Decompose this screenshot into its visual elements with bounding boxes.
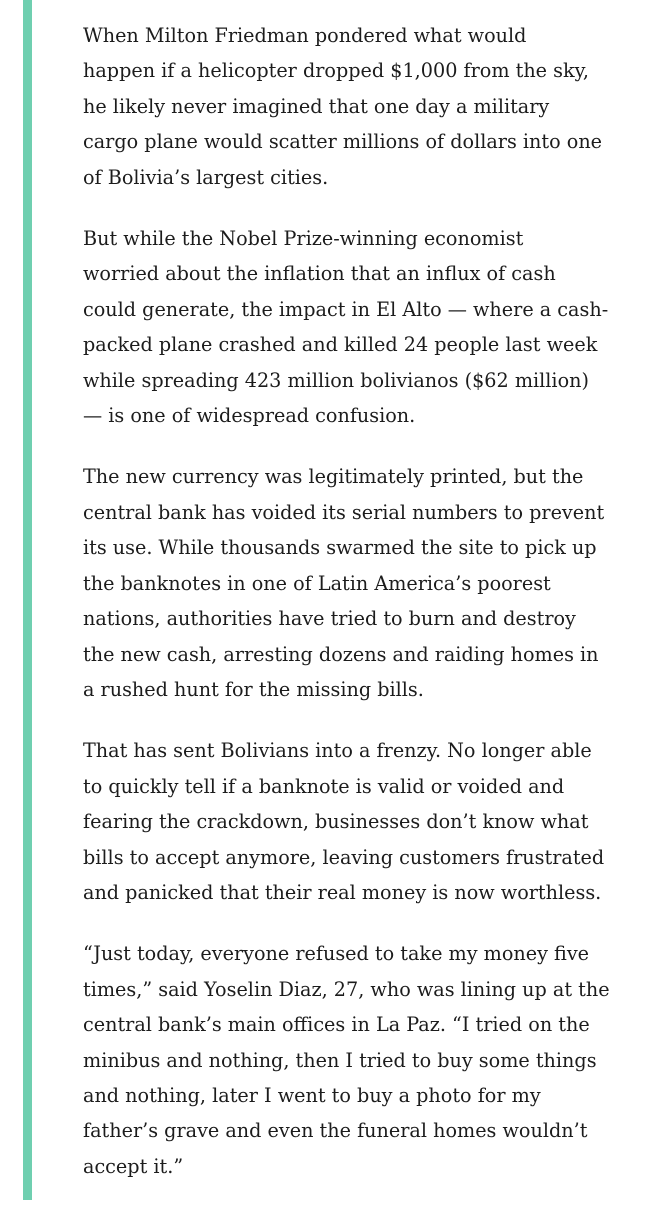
article-paragraph-3 — [83, 459, 628, 707]
paragraph-line: But while the Nobel Prize-winning economist — [83, 227, 524, 251]
paragraph-line: to quickly tell if a banknote is valid or voided and — [83, 774, 565, 798]
paragraph-line: he likely never imagined that one day a military — [83, 94, 550, 118]
paragraph-line: accept it.” — [83, 1154, 184, 1178]
paragraph-line: the new cash, arresting dozens and raiding homes in — [83, 642, 599, 666]
paragraph-line: — is one of widespread confusion. — [83, 404, 416, 428]
paragraph-line: fearing the crackdown, businesses don’t know what — [83, 810, 589, 834]
paragraph-line: packed plane crashed and killed 24 people last week — [83, 333, 598, 357]
paragraph-line: of Bolivia’s largest cities. — [83, 165, 329, 189]
article-paragraph-4 — [83, 733, 628, 910]
paragraph-line: central bank has voided its serial numbers to prevent — [83, 500, 605, 524]
quote-accent-bar — [23, 0, 32, 1200]
article-paragraph-5 — [83, 936, 628, 1184]
paragraph-line: times,” said Yoselin Diaz, 27, who was lining up at the — [83, 977, 610, 1001]
article-paragraph-2 — [83, 221, 628, 433]
paragraph-line: while spreading 423 million bolivianos ($62 million) — [83, 368, 589, 392]
article-paragraph-1 — [83, 18, 628, 195]
article-body — [83, 18, 628, 1210]
paragraph-line: and nothing, later I went to buy a photo for my — [83, 1083, 541, 1107]
paragraph-line: its use. While thousands swarmed the site to pick up — [83, 536, 597, 560]
paragraph-line: worried about the inflation that an influx of cash — [83, 262, 556, 286]
paragraph-line: happen if a helicopter dropped $1,000 from the sky, — [83, 59, 590, 83]
paragraph-line: When Milton Friedman pondered what would — [83, 24, 527, 47]
paragraph-line: a rushed hunt for the missing bills. — [83, 677, 424, 701]
paragraph-line: and panicked that their real money is now worthless. — [83, 880, 602, 904]
paragraph-line: That has sent Bolivians into a frenzy. No longer able — [83, 739, 592, 763]
paragraph-line: cargo plane would scatter millions of dollars into one — [83, 130, 603, 154]
paragraph-line: bills to accept anymore, leaving customers frustrated — [83, 845, 605, 869]
paragraph-line: father’s grave and even the funeral homes wouldn’t — [83, 1119, 588, 1143]
paragraph-line: nations, authorities have tried to burn and destroy — [83, 607, 576, 631]
paragraph-line: the banknotes in one of Latin America’s poorest — [83, 571, 551, 595]
paragraph-line: central bank’s main offices in La Paz. “I tried on the — [83, 1013, 590, 1037]
paragraph-line: “Just today, everyone refused to take my money five — [83, 942, 590, 966]
paragraph-line: minibus and nothing, then I tried to buy some things — [83, 1048, 597, 1072]
paragraph-line: could generate, the impact in El Alto — where a cash- — [83, 297, 609, 321]
paragraph-line: The new currency was legitimately printed, but the — [83, 465, 584, 489]
